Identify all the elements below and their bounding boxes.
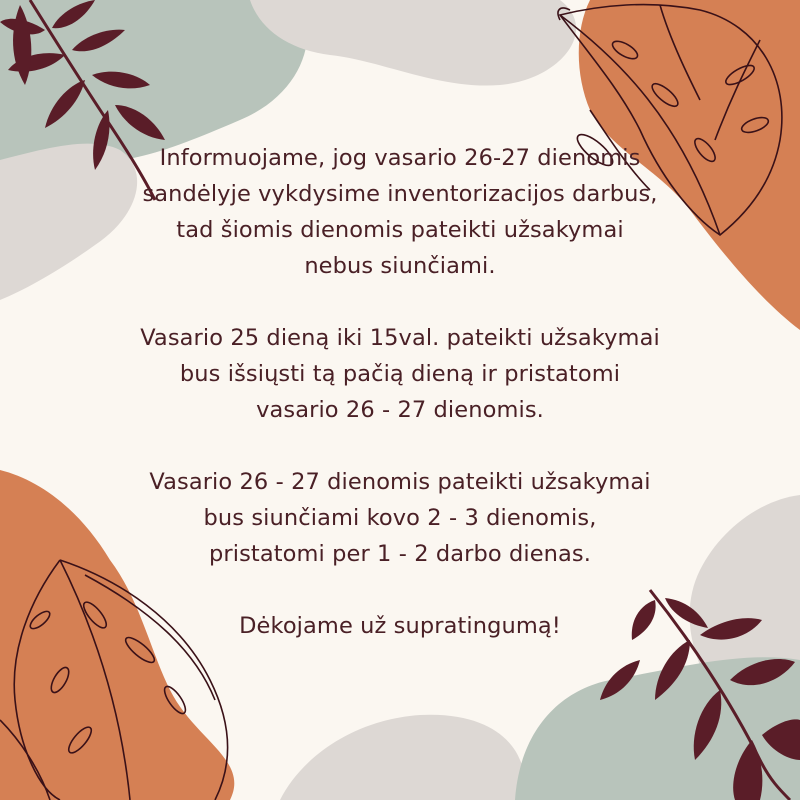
grey-blob-top — [250, 0, 576, 86]
announcement-text — [100, 140, 700, 644]
text-line: Vasario 26 - 27 dienomis pateikti užsakymai — [149, 469, 651, 495]
paragraph-inventory-notice — [100, 140, 700, 284]
text-line: bus siunčiami kovo 2 - 3 dienomis, — [203, 505, 597, 531]
paragraph-feb-26-27-orders — [100, 464, 700, 572]
text-line: Informuojame, jog vasario 26-27 dienomis — [159, 145, 641, 171]
text-line: Vasario 25 dieną iki 15val. pateikti užsakymai — [140, 325, 660, 351]
text-line: vasario 26 - 27 dienomis. — [256, 397, 544, 423]
paragraph-thanks — [100, 608, 700, 644]
text-line: bus išsiųsti tą pačią dieną ir pristatomi — [179, 361, 621, 387]
text-line: pristatomi per 1 - 2 darbo dienas. — [209, 541, 591, 567]
text-line: tad šiomis dienomis pateikti užsakymai — [176, 217, 624, 243]
paragraph-feb-25-orders — [100, 320, 700, 428]
text-line: sandėlyje vykdysime inventorizacijos darbus, — [142, 181, 658, 207]
text-line: nebus siunčiami. — [304, 253, 496, 279]
grey-blob-bottom — [280, 715, 524, 800]
text-line: Dėkojame už supratingumą! — [239, 613, 561, 639]
